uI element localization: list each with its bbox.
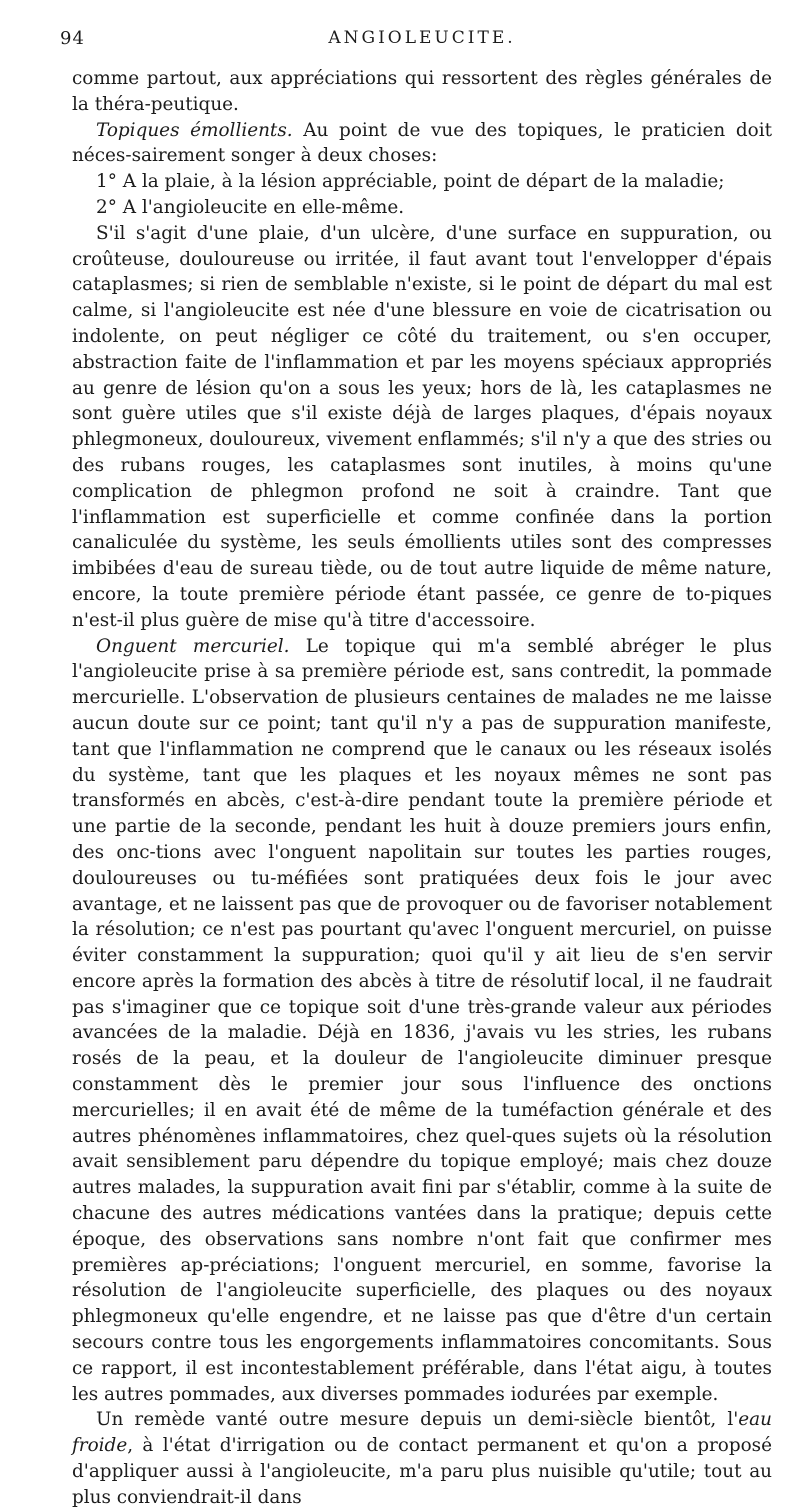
paragraph-plaie: S'il s'agit d'une plaie, d'un ulcère, d'une surface en suppuration, ou croûteuse, douloureuse ou irritée, il faut avant tout l'envelopper d'épais cataplasmes; si rien de semblable n'existe, si le point de départ du mal est calme, si l'angioleucite est née d'une blessure en voie de cicatrisation ou indolente, on peut négliger ce côté du traitement, ou s'en occuper, abstraction faite de l'inflammation et par les moyens spéciaux appropriés au genre de lésion qu'on a sous les yeux; hors de là, les cataplasmes ne sont guère utiles que s'il existe déjà de larges plaques, d'épais noyaux phlegmoneux, douloureux, vivement enflammés; s'il n'y a que des stries ou des rubans rouges, les cataplasmes sont inutiles, à moins qu'une complication de phlegmon profond ne soit à craindre. Tant que l'inflammation est superficielle et comme confinée dans la portion canaliculée du système, les seuls émollients utiles sont des compresses imbibées d'eau de sureau tiède, ou de tout autre liquide de même nature, encore, la toute première période étant passée, ce genre de to-piques n'est-il plus guère de mise qu'à titre d'accessoire. <box>72 222 772 631</box>
running-title: ANGIOLEUCITE. <box>328 28 516 48</box>
list-item-2: 2° A l'angioleucite en elle-même. <box>96 196 405 218</box>
paragraph-continuation: comme partout, aux appréciations qui ressortent des règles générales de la théra-peutique. <box>72 68 772 115</box>
paragraph-eau-froide <box>72 1407 772 1510</box>
page-header <box>60 28 772 56</box>
section-lead-topiques-emollients: Topiques émollients. <box>96 119 293 141</box>
section-lead-onguent-mercuriel: Onguent mercuriel. <box>96 635 290 657</box>
list-item-1: 1° A la plaie, à la lésion appréciable, point de départ de la maladie; <box>96 171 725 193</box>
paragraph-topiques-emollients <box>72 118 772 170</box>
page-number: 94 <box>60 28 85 49</box>
body-text <box>72 66 772 1511</box>
paragraph-text: Le topique qui m'a semblé abréger le plus l'angioleucite prise à sa première période est, sans contredit, la pommade mercurielle. L'observation de plusieurs centaines de malades ne me laisse aucun doute sur ce point; tant qu'il n'y a pas de suppuration manifeste, tant que l'inflammation ne comprend que le canaux ou les réseaux isolés du système, tant que les plaques et les noyaux mêmes ne sont pas transformés en abcès, c'est-à-dire pendant toute la première période et une partie de la seconde, pendant les huit à douze premiers jours enfin, des onc-tions avec l'onguent napolitain sur toutes les parties rouges, douloureuses ou tu-méfiées sont pratiquées deux fois le jour avec avantage, et ne laissent pas que de provoquer ou de favoriser notablement la résolution; ce n'est pas pourtant qu'avec l'onguent mercuriel, on puisse éviter constamment la suppuration; quoi qu'il y ait lieu de s'en servir encore après la formation des abcès à titre de résolutif local, il ne faudrait pas s'imaginer que ce topique soit d'une très-grande valeur aux périodes avancées de la maladie. Déjà en 1836, j'avais vu les stries, les rubans rosés de la peau, et la douleur de l'angioleucite diminuer presque constamment dès le premier jour sous l'influence des onctions mercurielles; il en avait été de même de la tuméfaction générale et des autres phénomènes inflammatoires, chez quel-ques sujets où la résolution avait sensiblement paru dépendre du topique employé; mais chez douze autres malades, la suppuration avait fini par s'établir, comme à la suite de chacune des autres médications vantées dans la pratique; depuis cette époque, des observations sans nombre n'ont fait que confirmer mes premières ap-préciations; l'onguent mercuriel, en somme, favorise la résolution de l'angioleucite superficielle, des plaques ou des noyaux phlegmoneux qu'elle engendre, et ne laisse pas que d'être d'un certain secours contre tous les engorgements inflammatoires concomitants. Sous ce rapport, il est incontestablement préférable, dans l'état aigu, à toutes les autres pommades, aux diverses pommades iodurées par exemple. <box>72 635 772 1405</box>
paragraph-text-start: Un remède vanté outre mesure depuis un demi-siècle bientôt, l' <box>96 1409 739 1431</box>
book-page <box>60 28 772 1511</box>
paragraph-text: Au point de vue des topiques, le praticien doit néces-sairement songer à deux choses: <box>72 119 772 167</box>
italic-term-eau-froide: eau froide <box>72 1409 772 1457</box>
paragraph-text-end: , à l'état d'irrigation ou de contact permanent et qu'on a proposé d'appliquer aussi à l'angioleucite, m'a paru plus nuisible qu'utile; tout au plus conviendrait-il dans <box>72 1435 772 1508</box>
paragraph-onguent-mercuriel <box>72 634 772 1408</box>
